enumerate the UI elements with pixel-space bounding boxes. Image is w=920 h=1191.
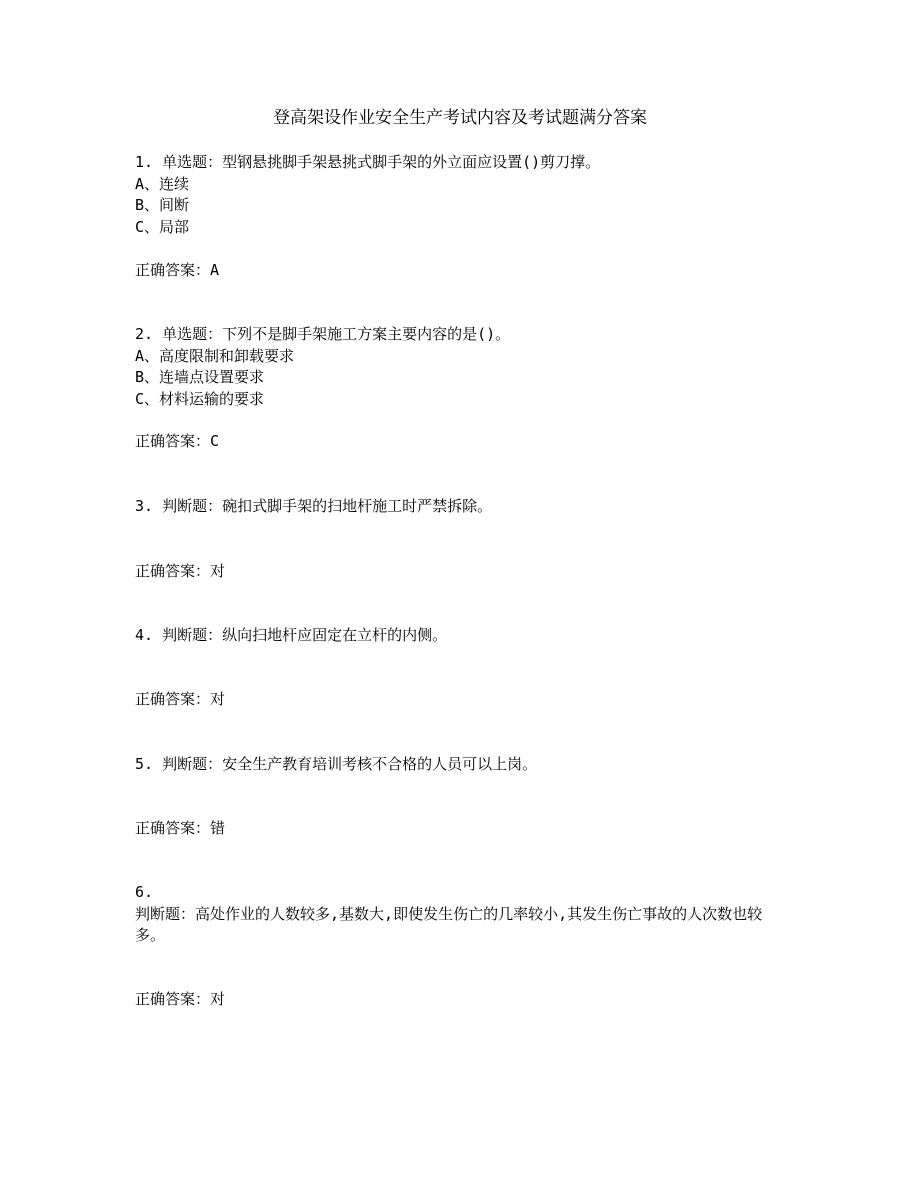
question-3-answer: 正确答案：对 xyxy=(135,562,226,580)
question-2-option-a: A、高度限制和卸载要求 xyxy=(135,347,295,365)
document-title: 登高架设作业安全生产考试内容及考试题满分答案 xyxy=(273,108,647,128)
question-1-answer: 正确答案：A xyxy=(135,261,220,279)
question-1-option-a: A、连续 xyxy=(135,175,190,193)
question-1-option-c: C、局部 xyxy=(135,218,190,236)
question-4-text: 4. 判断题：纵向扫地杆应固定在立杆的内侧。 xyxy=(135,626,448,644)
question-1-text: 1. 单选题：型钢悬挑脚手架悬挑式脚手架的外立面应设置()剪刀撑。 xyxy=(135,153,601,171)
question-2-option-b: B、连墙点设置要求 xyxy=(135,368,265,386)
question-6-answer: 正确答案：对 xyxy=(135,990,226,1008)
question-2-answer: 正确答案：C xyxy=(135,432,220,450)
question-6-number: 6. xyxy=(135,883,154,901)
question-4-answer: 正确答案：对 xyxy=(135,690,226,708)
question-6-text: 判断题：高处作业的人数较多,基数大,即使发生伤亡的几率较小,其发生伤亡事故的人次数也较多。 xyxy=(135,905,763,944)
question-3-text: 3. 判断题：碗扣式脚手架的扫地杆施工时严禁拆除。 xyxy=(135,497,493,515)
question-5-answer: 正确答案：错 xyxy=(135,819,226,837)
question-5-text: 5. 判断题：安全生产教育培训考核不合格的人员可以上岗。 xyxy=(135,755,538,773)
question-2-text: 2. 单选题：下列不是脚手架施工方案主要内容的是()。 xyxy=(135,325,511,343)
question-2-option-c: C、材料运输的要求 xyxy=(135,390,265,408)
question-1-option-b: B、间断 xyxy=(135,196,190,214)
